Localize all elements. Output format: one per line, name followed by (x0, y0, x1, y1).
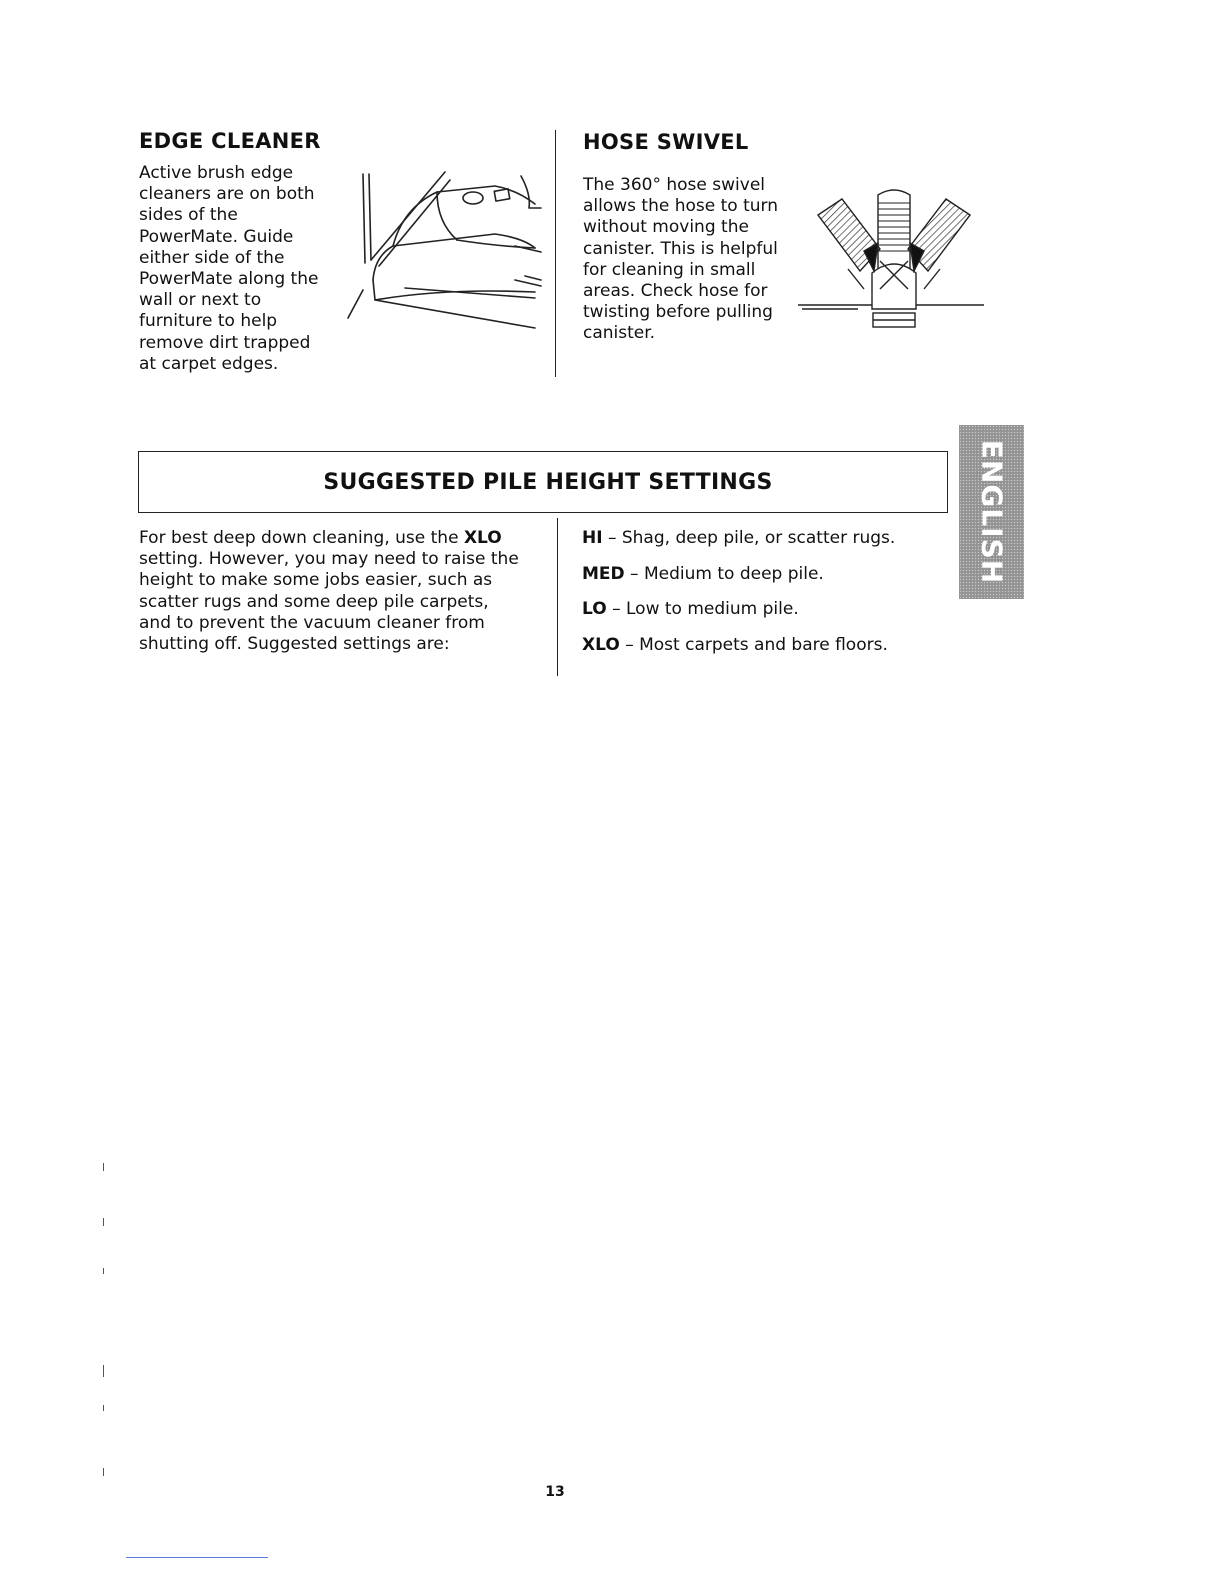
page-number: 13 (545, 1484, 565, 1500)
margin-mark (103, 1365, 104, 1377)
setting-code: HI (582, 528, 603, 548)
list-item (582, 564, 952, 600)
margin-mark (103, 1268, 104, 1274)
edge-cleaner-illustration (345, 168, 543, 338)
pile-height-title-box (138, 451, 948, 513)
margin-mark (103, 1405, 104, 1411)
powermate-body (373, 234, 535, 280)
setting-description: – Low to medium pile. (606, 599, 799, 619)
hose-swivel-heading: HOSE SWIVEL (583, 130, 749, 154)
list-item (582, 599, 952, 635)
language-tab (959, 425, 1024, 599)
setting-description: – Most carpets and bare floors. (619, 634, 888, 655)
setting-code: LO (582, 599, 607, 619)
margin-mark (103, 1218, 104, 1226)
pile-height-heading: SUGGESTED PILE HEIGHT SETTINGS (323, 469, 773, 495)
setting-description: – Medium to deep pile. (624, 563, 824, 584)
pile-height-intro (139, 528, 544, 655)
list-item (582, 635, 952, 671)
setting-code: MED (582, 563, 625, 584)
setting-description: – Shag, deep pile, or scatter rugs. (602, 528, 896, 548)
intro-setting-code: XLO (463, 528, 502, 548)
intro-text-end: setting. However, you may need to raise the height to make some jobs easier, such as scatter rugs and some deep pile carpets, and to prevent the vacuum cleaner from shutting off. Suggested settings are: (139, 549, 519, 655)
margin-mark (103, 1468, 104, 1476)
column-divider-top (555, 130, 556, 377)
hose-swivel-illustration (798, 185, 984, 340)
edge-cleaner-heading: EDGE CLEANER (139, 129, 321, 153)
intro-text-start: For best deep down cleaning, use the (139, 528, 464, 548)
pile-settings-list (582, 528, 952, 670)
setting-code: XLO (582, 634, 620, 655)
margin-mark (103, 1163, 104, 1171)
wall-line (369, 174, 371, 260)
bottom-rule (126, 1557, 268, 1558)
swivel-body (872, 264, 916, 309)
wall-line (363, 174, 365, 263)
edge-cleaner-text: Active brush edge cleaners are on both sides of the PowerMate. Guide either side of the PowerMate along the wall or next to furniture to help remove dirt trapped at carpet edges. (139, 163, 319, 374)
list-item (582, 528, 952, 564)
hose-swivel-text: The 360° hose swivel allows the hose to turn without moving the canister. This is helpful for cleaning in small areas. Check hose for twisting before pulling canister. (583, 175, 779, 344)
language-tab-label: ENGLISH (975, 439, 1008, 585)
column-divider-bottom (557, 518, 558, 676)
